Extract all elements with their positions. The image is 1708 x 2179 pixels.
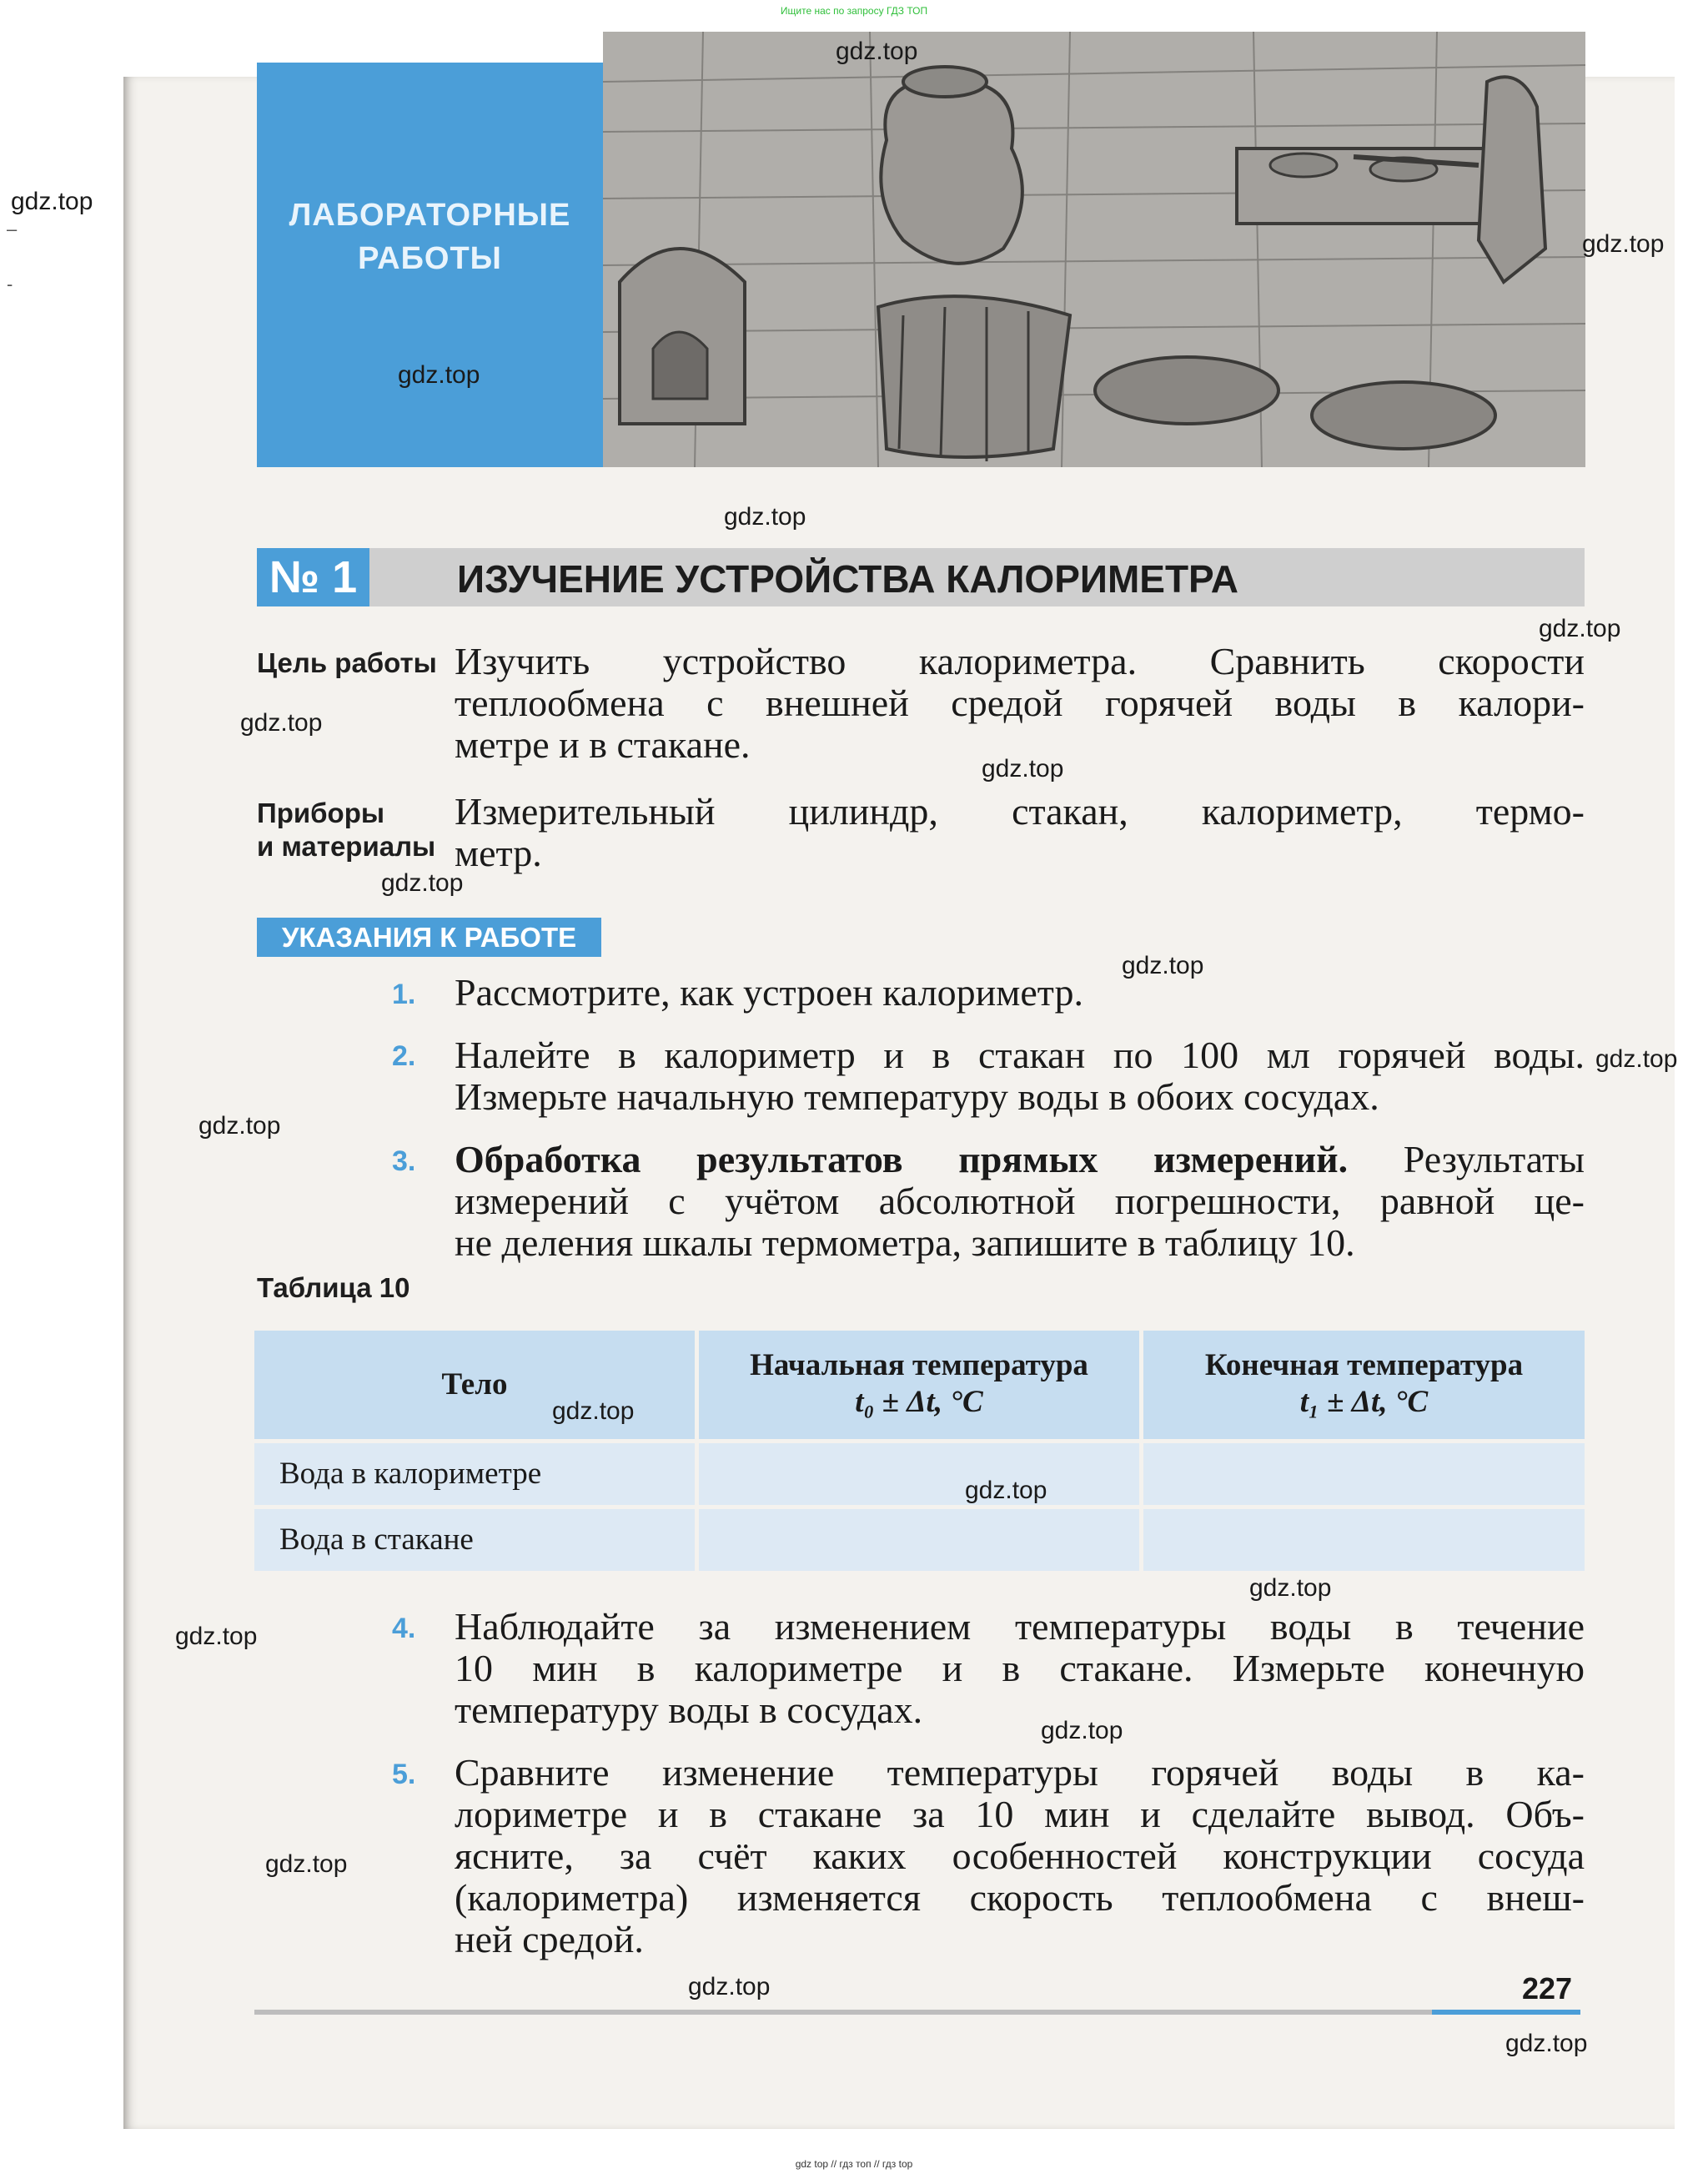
watermark: gdz.top	[240, 709, 323, 737]
goal-line: теплообмена с внешней средой горячей воды в калори-	[455, 682, 1585, 724]
banner-engraving-illustration	[603, 32, 1585, 467]
step-1-text	[455, 972, 1585, 1014]
step-line: Сравните изменение температуры горячей воды в ка-	[455, 1751, 1585, 1794]
table-caption: Таблица 10	[257, 1272, 410, 1303]
table-cell	[699, 1509, 1139, 1571]
banner-title	[257, 194, 603, 280]
watermark: gdz.top	[1595, 1045, 1678, 1073]
devices-line: метр.	[455, 832, 542, 874]
engraving-drawing	[603, 32, 1585, 467]
header-text: Тело	[441, 1367, 508, 1402]
step-line: Рассмотрите, как устроен калориметр.	[455, 971, 1083, 1014]
table-cell: Вода в стакане	[254, 1509, 695, 1571]
step-line	[455, 1139, 1585, 1180]
watermark: gdz.top	[398, 361, 480, 389]
step-line: измерений с учётом абсолютной погрешности, равной це-	[455, 1180, 1585, 1222]
step-3-bold: Обработка результатов прямых измерений.	[455, 1138, 1349, 1180]
devices-text	[455, 791, 1585, 874]
banner-title-line1: ЛАБОРАТОРНЫЕ	[289, 198, 571, 233]
step-number: 3.	[392, 1145, 416, 1177]
lab-title: ИЗУЧЕНИЕ УСТРОЙСТВА КАЛОРИМЕТРА	[457, 557, 1238, 601]
table-cell: Вода в калориметре	[254, 1443, 695, 1505]
step-5-text	[455, 1752, 1585, 1960]
table-cell	[1143, 1509, 1585, 1571]
watermark: gdz.top	[1539, 615, 1621, 642]
top-search-note: Ищите нас по запросу ГДЗ ТОП	[780, 5, 928, 17]
table-cell	[1143, 1443, 1585, 1505]
bottom-site-note: gdz top // гдз топ // гдз top	[795, 2158, 913, 2170]
watermark: gdz.top	[1249, 1574, 1332, 1602]
goal-label: Цель работы	[257, 647, 437, 678]
watermark: gdz.top	[175, 1623, 258, 1650]
devices-label	[257, 797, 435, 863]
step-line: 10 мин в калориметре и в стакане. Измерьте конечную	[455, 1647, 1585, 1689]
table-header-initial	[699, 1331, 1139, 1439]
watermark: gdz.top	[836, 38, 918, 65]
footer-accent	[1432, 2010, 1580, 2015]
step-line: Измерьте начальную температуру воды в обоих сосудах.	[455, 1075, 1379, 1118]
header-text: Начальная температура	[750, 1348, 1088, 1382]
watermark: gdz.top	[381, 869, 464, 897]
watermark: gdz.top	[1122, 952, 1204, 979]
step-line: Налейте в калориметр и в стакан по 100 мл горячей воды.	[455, 1034, 1585, 1076]
step-line: (калориметра) изменяется скорость теплообмена с внеш-	[455, 1876, 1585, 1919]
lab-number-badge: № 1	[257, 548, 369, 606]
table-header-final	[1143, 1331, 1585, 1439]
devices-label-line2: и материалы	[257, 831, 436, 862]
step-number: 4.	[392, 1613, 416, 1644]
margin-mark: –	[7, 219, 18, 239]
margin-mark: -	[7, 274, 13, 294]
goal-line: Изучить устройство калориметра. Сравнить скорости	[455, 640, 1585, 682]
watermark: gdz.top	[1582, 230, 1665, 258]
step-number: 5.	[392, 1759, 416, 1790]
step-line: температуру воды в сосудах.	[455, 1688, 923, 1731]
watermark: gdz.top	[688, 1973, 771, 2000]
step-3-text	[455, 1139, 1585, 1264]
header-formula: t₁ ± Δt, °C	[1299, 1385, 1429, 1419]
step-2-text	[455, 1034, 1585, 1118]
instructions-header: УКАЗАНИЯ К РАБОТЕ	[257, 918, 601, 957]
step-line: ней средой.	[455, 1918, 644, 1960]
devices-line: Измерительный цилиндр, стакан, калориметр, термо-	[455, 790, 1585, 833]
header-formula: t₀ ± Δt, °C	[855, 1385, 983, 1419]
step-line: лориметре и в стакане за 10 мин и сделайте вывод. Объ-	[455, 1793, 1585, 1835]
step-line: не деления шкалы термометра, запишите в таблицу 10.	[455, 1221, 1355, 1264]
step-line: ясните, за счёт каких особенностей конструкции сосуда	[455, 1834, 1585, 1877]
goal-text	[455, 641, 1585, 766]
header-text: Конечная температура	[1204, 1348, 1524, 1382]
watermark: gdz.top	[1505, 2030, 1588, 2057]
step-line: Наблюдайте за изменением температуры воды в течение	[455, 1605, 1585, 1648]
watermark: gdz.top	[198, 1112, 281, 1140]
table-cell	[699, 1443, 1139, 1505]
watermark: gdz.top	[982, 755, 1064, 783]
watermark: gdz.top	[724, 503, 806, 531]
step-4-text	[455, 1606, 1585, 1731]
footer-rule	[254, 2010, 1432, 2015]
step-number: 2.	[392, 1040, 416, 1072]
banner-title-line2: РАБОТЫ	[358, 241, 502, 276]
watermark: gdz.top	[265, 1850, 348, 1878]
step-number: 1.	[392, 979, 416, 1010]
watermark: gdz.top	[552, 1397, 635, 1425]
watermark: gdz.top	[11, 188, 93, 215]
devices-label-line1: Приборы	[257, 798, 385, 828]
goal-line: метре и в стакане.	[455, 723, 751, 766]
step-3-rest: Результаты	[1348, 1138, 1585, 1180]
watermark: gdz.top	[965, 1477, 1047, 1504]
page-number: 227	[1522, 1971, 1573, 2005]
watermark: gdz.top	[1041, 1717, 1123, 1744]
